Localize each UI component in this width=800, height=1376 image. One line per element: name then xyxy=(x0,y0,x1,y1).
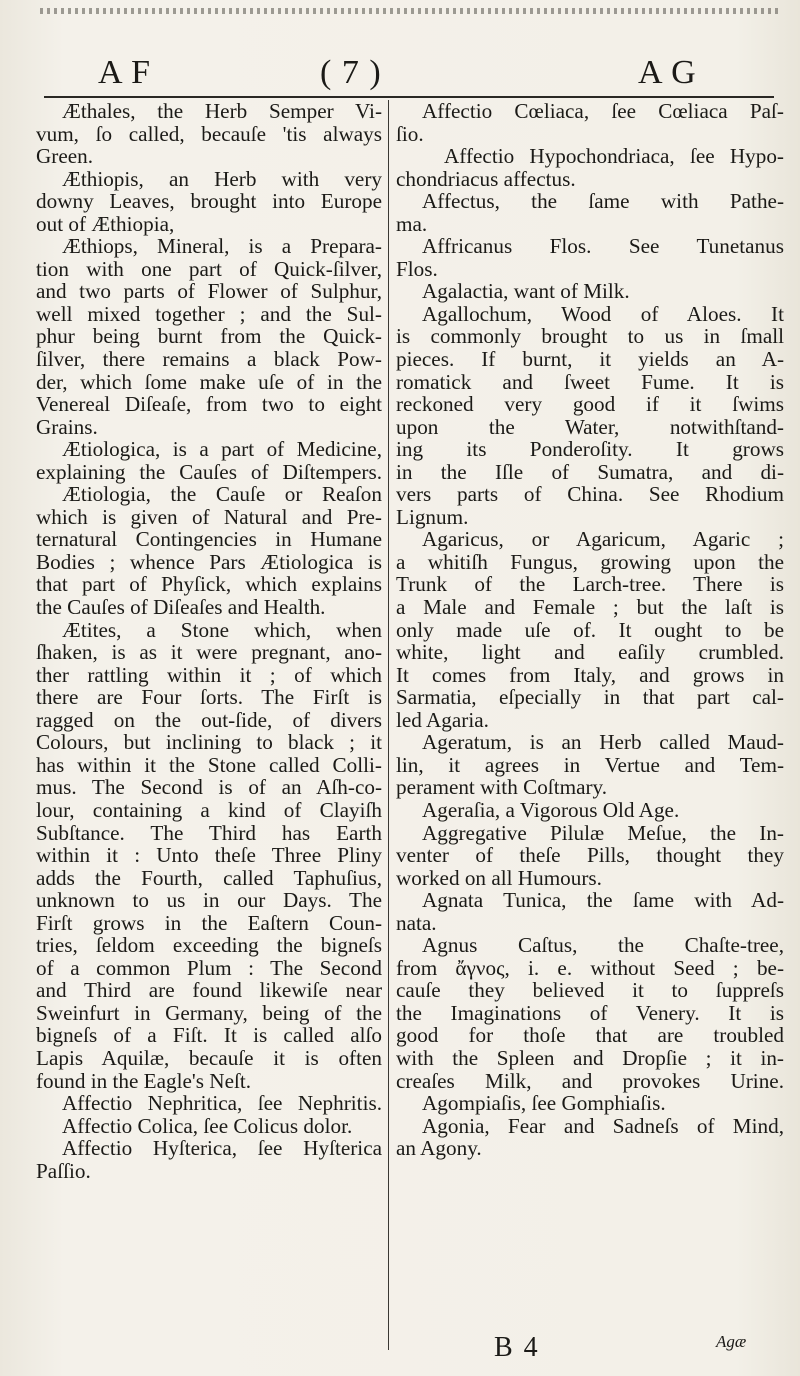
text-line: Green. xyxy=(36,144,94,169)
text-line: Affectio Colica, ſee Colicus dolor. xyxy=(62,1113,353,1138)
text-line: Aggregative Pilulæ Meſue, the In- xyxy=(422,820,784,845)
text-line: tion with one part of Quick-ſilver, xyxy=(36,256,382,281)
text-line: Ætites, a Stone which, when xyxy=(62,617,382,642)
left-column xyxy=(36,100,382,1182)
text-line: lour, containing a kind of Clayiſh xyxy=(36,797,382,822)
text-line: Agaricus, or Agaricum, Agaric ; xyxy=(422,527,784,552)
text-line: good for thoſe that are troubled xyxy=(396,1023,784,1048)
text-line: venter of theſe Pills, thought they xyxy=(396,843,784,868)
text-line: Trunk of the Larch-tree. There is xyxy=(396,572,784,597)
text-line: Subſtance. The Third has Earth xyxy=(36,820,382,845)
catchword: Agæ xyxy=(716,1332,747,1351)
text-line: ragged on the out-ſide, of divers xyxy=(36,707,382,732)
text-line: and Third are found likewiſe near xyxy=(36,978,382,1003)
text-line: Affectio Cœliaca, ſee Cœliaca Paſ- xyxy=(422,99,784,123)
text-line: an Agony. xyxy=(396,1136,482,1161)
text-line: within it : Unto theſe Three Pliny xyxy=(36,843,382,868)
text-line: lin, it agrees in Vertue and Tem- xyxy=(396,752,784,777)
text-line: of a common Plum : The Second xyxy=(36,955,382,980)
text-line: Agonia, Fear and Sadneſs of Mind, xyxy=(422,1113,784,1138)
text-line: only made uſe of. It ought to be xyxy=(396,617,784,642)
text-line: Ageratum, is an Herb called Maud- xyxy=(422,730,784,755)
text-line: with the Spleen and Dropſie ; it in- xyxy=(396,1045,784,1070)
text-line: led Agaria. xyxy=(396,707,489,732)
text-line: found in the Eagle's Neſt. xyxy=(36,1068,252,1093)
text-line: chondriacus affectus. xyxy=(396,166,576,191)
text-line: It comes from Italy, and grows in xyxy=(396,662,784,687)
text-line: Æthiopis, an Herb with very xyxy=(62,166,382,191)
text-line: tries, ſeldom exceeding the bigneſs xyxy=(36,933,382,958)
text-line: white, light and eaſily crumbled. xyxy=(396,640,784,665)
text-line: Affectio Hyſterica, ſee Hyſterica xyxy=(62,1136,382,1161)
text-line: der, which ſome make uſe of in the xyxy=(36,369,382,394)
right-column xyxy=(396,100,784,1160)
text-line: explaining the Cauſes of Diſtempers. xyxy=(36,459,382,484)
text-line: reckoned very good if it ſwims xyxy=(396,392,784,417)
text-line: Grains. xyxy=(36,414,98,439)
text-line: the Imaginations of Venery. It is xyxy=(396,1000,784,1025)
text-line: Affectus, the ſame with Pathe- xyxy=(422,189,784,214)
text-line: vers parts of China. See Rhodium xyxy=(396,482,784,507)
text-line: a Male and Female ; but the laſt is xyxy=(396,595,784,620)
text-line: is commonly brought to us in ſmall xyxy=(396,324,784,349)
text-line: ternatural Contingencies in Humane xyxy=(36,527,382,552)
header-right-guideword: A G xyxy=(638,54,697,91)
text-line: Ætiologia, the Cauſe or Reaſon xyxy=(62,482,382,507)
text-line: there are Four ſorts. The Firſt is xyxy=(36,685,382,710)
text-line: Flos. xyxy=(396,256,438,281)
text-line: the Cauſes of Diſeaſes and Health. xyxy=(36,595,326,620)
text-line: in the Iſle of Sumatra, and di- xyxy=(396,459,784,484)
text-line: Firſt grows in the Eaſtern Coun- xyxy=(36,910,382,935)
text-line: adds the Fourth, called Taphuſius, xyxy=(36,865,382,890)
text-line: worked on all Humours. xyxy=(396,865,602,890)
text-line: cauſe they believed it to ſuppreſs xyxy=(396,978,784,1003)
text-line: Agompiaſis, ſee Gomphiaſis. xyxy=(422,1091,666,1116)
text-line: romatick and ſweet Fume. It is xyxy=(396,369,784,394)
text-line: out of Æthiopia, xyxy=(36,211,175,236)
text-line: Ageraſia, a Vigorous Old Age. xyxy=(422,797,680,822)
text-line: Colours, but inclining to black ; it xyxy=(36,730,382,755)
text-line: Affectio Hypochondriaca, ſee Hypo- xyxy=(444,144,784,169)
text-line: mus. The Second is of an Aſh-co- xyxy=(36,775,382,800)
text-line: Æthales, the Herb Semper Vi- xyxy=(62,99,382,123)
text-line: ſhaken, is as it were pregnant, ano- xyxy=(36,640,382,665)
text-line: perament with Coſtmary. xyxy=(396,775,608,800)
text-line: bigneſs of a Fiſt. It is called alſo xyxy=(36,1023,382,1048)
text-line: and two parts of Flower of Sulphur, xyxy=(36,279,382,304)
text-line: Sweinfurt in Germany, being of the xyxy=(36,1000,382,1025)
text-line: Lapis Aquilæ, becauſe it is often xyxy=(36,1045,382,1070)
page-number: ( 7 ) xyxy=(320,54,382,91)
text-line: Bodies ; whence Pars Ætiologica is xyxy=(36,549,382,574)
text-line: from ἄγνος, i. e. without Seed ; be- xyxy=(396,955,784,980)
text-line: ing its Ponderoſity. It grows xyxy=(396,437,784,462)
text-line: downy Leaves, brought into Europe xyxy=(36,189,382,214)
column-divider xyxy=(388,100,389,1350)
text-line: Æthiops, Mineral, is a Prepara- xyxy=(62,234,382,259)
text-line: well mixed together ; and the Sul- xyxy=(36,301,382,326)
text-line: ma. xyxy=(396,211,428,236)
text-line: Agnata Tunica, the ſame with Ad- xyxy=(422,888,784,913)
text-line: ſio. xyxy=(396,121,424,146)
text-line: phur being burnt from the Quick- xyxy=(36,324,382,349)
text-line: ſilver, there remains a black Pow- xyxy=(36,347,382,372)
text-line: Agalactia, want of Milk. xyxy=(422,279,630,304)
text-line: Affectio Nephritica, ſee Nephritis. xyxy=(62,1091,382,1116)
text-line: which is given of Natural and Pre- xyxy=(36,504,382,529)
text-line: Agnus Caſtus, the Chaſte-tree, xyxy=(422,933,784,958)
text-line: ther rattling within it ; of which xyxy=(36,662,382,687)
text-line: Lignum. xyxy=(396,504,469,529)
text-line: upon the Water, notwithſtand- xyxy=(396,414,784,439)
text-line: that part of Phyſick, which explains xyxy=(36,572,382,597)
text-line: a whitiſh Fungus, growing upon the xyxy=(396,549,784,574)
text-line: vum, ſo called, becauſe 'tis always xyxy=(36,121,382,146)
header-left-guideword: A F xyxy=(98,54,152,91)
text-line: Agallochum, Wood of Aloes. It xyxy=(422,301,784,326)
text-line: has within it the Stone called Colli- xyxy=(36,752,382,777)
page-top-edge xyxy=(40,8,780,14)
text-line: unknown to us in our Days. The xyxy=(36,888,382,913)
header-rule xyxy=(44,96,774,98)
text-line: Venereal Diſeaſe, from two to eight xyxy=(36,392,382,417)
text-line: nata. xyxy=(396,910,437,935)
text-line: creaſes Milk, and provokes Urine. xyxy=(396,1068,784,1093)
running-header xyxy=(0,54,800,100)
text-line: Affricanus Flos. See Tunetanus xyxy=(422,234,784,259)
text-line: Paſſio. xyxy=(36,1158,91,1183)
text-line: Sarmatia, eſpecially in that part cal- xyxy=(396,685,784,710)
text-line: Ætiologica, is a part of Medicine, xyxy=(62,437,382,462)
text-line: pieces. If burnt, it yields an A- xyxy=(396,347,784,372)
signature-mark: B 4 xyxy=(494,1332,540,1363)
